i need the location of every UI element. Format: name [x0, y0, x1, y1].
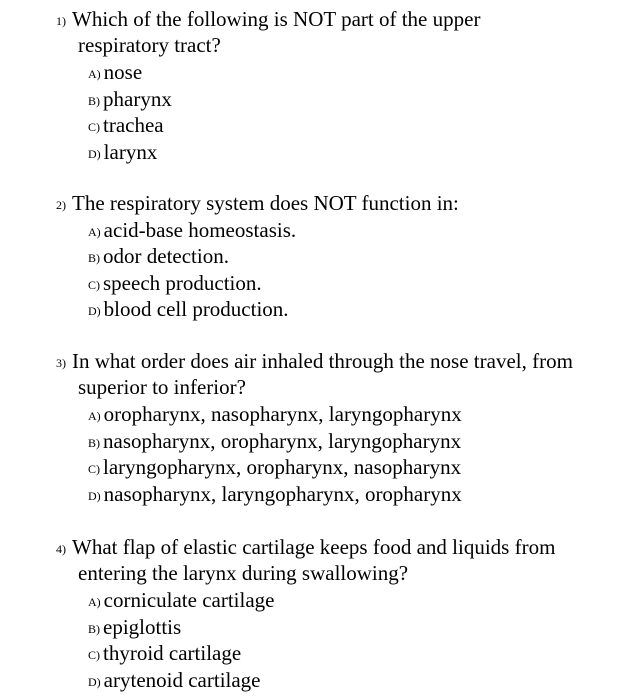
- option-text: nasopharynx, laryngopharynx, oropharynx: [103, 482, 462, 506]
- option-letter: C): [88, 278, 100, 292]
- option-letter: D): [88, 489, 101, 503]
- option-letter: A): [88, 67, 101, 81]
- option-letter: D): [88, 147, 101, 161]
- question-number: 4): [56, 542, 66, 556]
- option-d[interactable]: [88, 296, 289, 324]
- option-letter: B): [88, 622, 100, 636]
- question-text: In what order does air inhaled through the nose travel, from: [72, 349, 573, 373]
- option-letter: C): [88, 120, 100, 134]
- option-text: acid-base homeostasis.: [103, 218, 297, 242]
- option-text: oropharynx, nasopharynx, laryngopharynx: [103, 402, 462, 426]
- option-d[interactable]: [88, 667, 261, 695]
- option-letter: B): [88, 436, 100, 450]
- option-a[interactable]: [88, 401, 462, 429]
- option-text: nose: [103, 60, 143, 84]
- option-text: nasopharynx, oropharynx, laryngopharynx: [103, 429, 462, 453]
- question-text: The respiratory system does NOT function in:: [72, 191, 459, 215]
- option-a[interactable]: [88, 587, 274, 615]
- question-text: What flap of elastic cartilage keeps food and liquids from: [72, 535, 556, 559]
- option-a[interactable]: [88, 59, 142, 87]
- question-text-continued: entering the larynx during swallowing?: [78, 561, 409, 585]
- option-letter: C): [88, 462, 100, 476]
- option-letter: D): [88, 675, 101, 689]
- option-c[interactable]: [88, 454, 461, 482]
- option-c[interactable]: [88, 640, 241, 668]
- option-d[interactable]: [88, 139, 157, 167]
- option-text: corniculate cartilage: [103, 588, 275, 612]
- option-c[interactable]: [88, 112, 164, 140]
- option-b[interactable]: [88, 614, 181, 642]
- option-letter: B): [88, 94, 100, 108]
- option-text: odor detection.: [103, 244, 229, 268]
- option-b[interactable]: [88, 86, 172, 114]
- option-text: epiglottis: [103, 615, 182, 639]
- question-number: 1): [56, 14, 66, 28]
- question-text: Which of the following is NOT part of the upper: [72, 7, 481, 31]
- option-text: larynx: [103, 140, 158, 164]
- option-letter: A): [88, 595, 101, 609]
- option-text: laryngopharynx, oropharynx, nasopharynx: [103, 455, 462, 479]
- option-c[interactable]: [88, 270, 262, 298]
- question-text-continued: superior to inferior?: [78, 375, 246, 399]
- option-letter: A): [88, 225, 101, 239]
- option-text: blood cell production.: [103, 297, 289, 321]
- option-letter: A): [88, 409, 101, 423]
- option-letter: C): [88, 648, 100, 662]
- option-text: arytenoid cartilage: [103, 668, 261, 692]
- option-b[interactable]: [88, 428, 461, 456]
- option-text: speech production.: [103, 271, 262, 295]
- question-number: 3): [56, 356, 66, 370]
- option-letter: B): [88, 251, 100, 265]
- option-letter: D): [88, 304, 101, 318]
- option-a[interactable]: [88, 217, 296, 245]
- question-text-continued: respiratory tract?: [78, 33, 221, 57]
- option-text: thyroid cartilage: [103, 641, 242, 665]
- option-b[interactable]: [88, 243, 229, 271]
- option-text: trachea: [103, 113, 164, 137]
- option-text: pharynx: [103, 87, 172, 111]
- option-d[interactable]: [88, 481, 462, 509]
- question-number: 2): [56, 198, 66, 212]
